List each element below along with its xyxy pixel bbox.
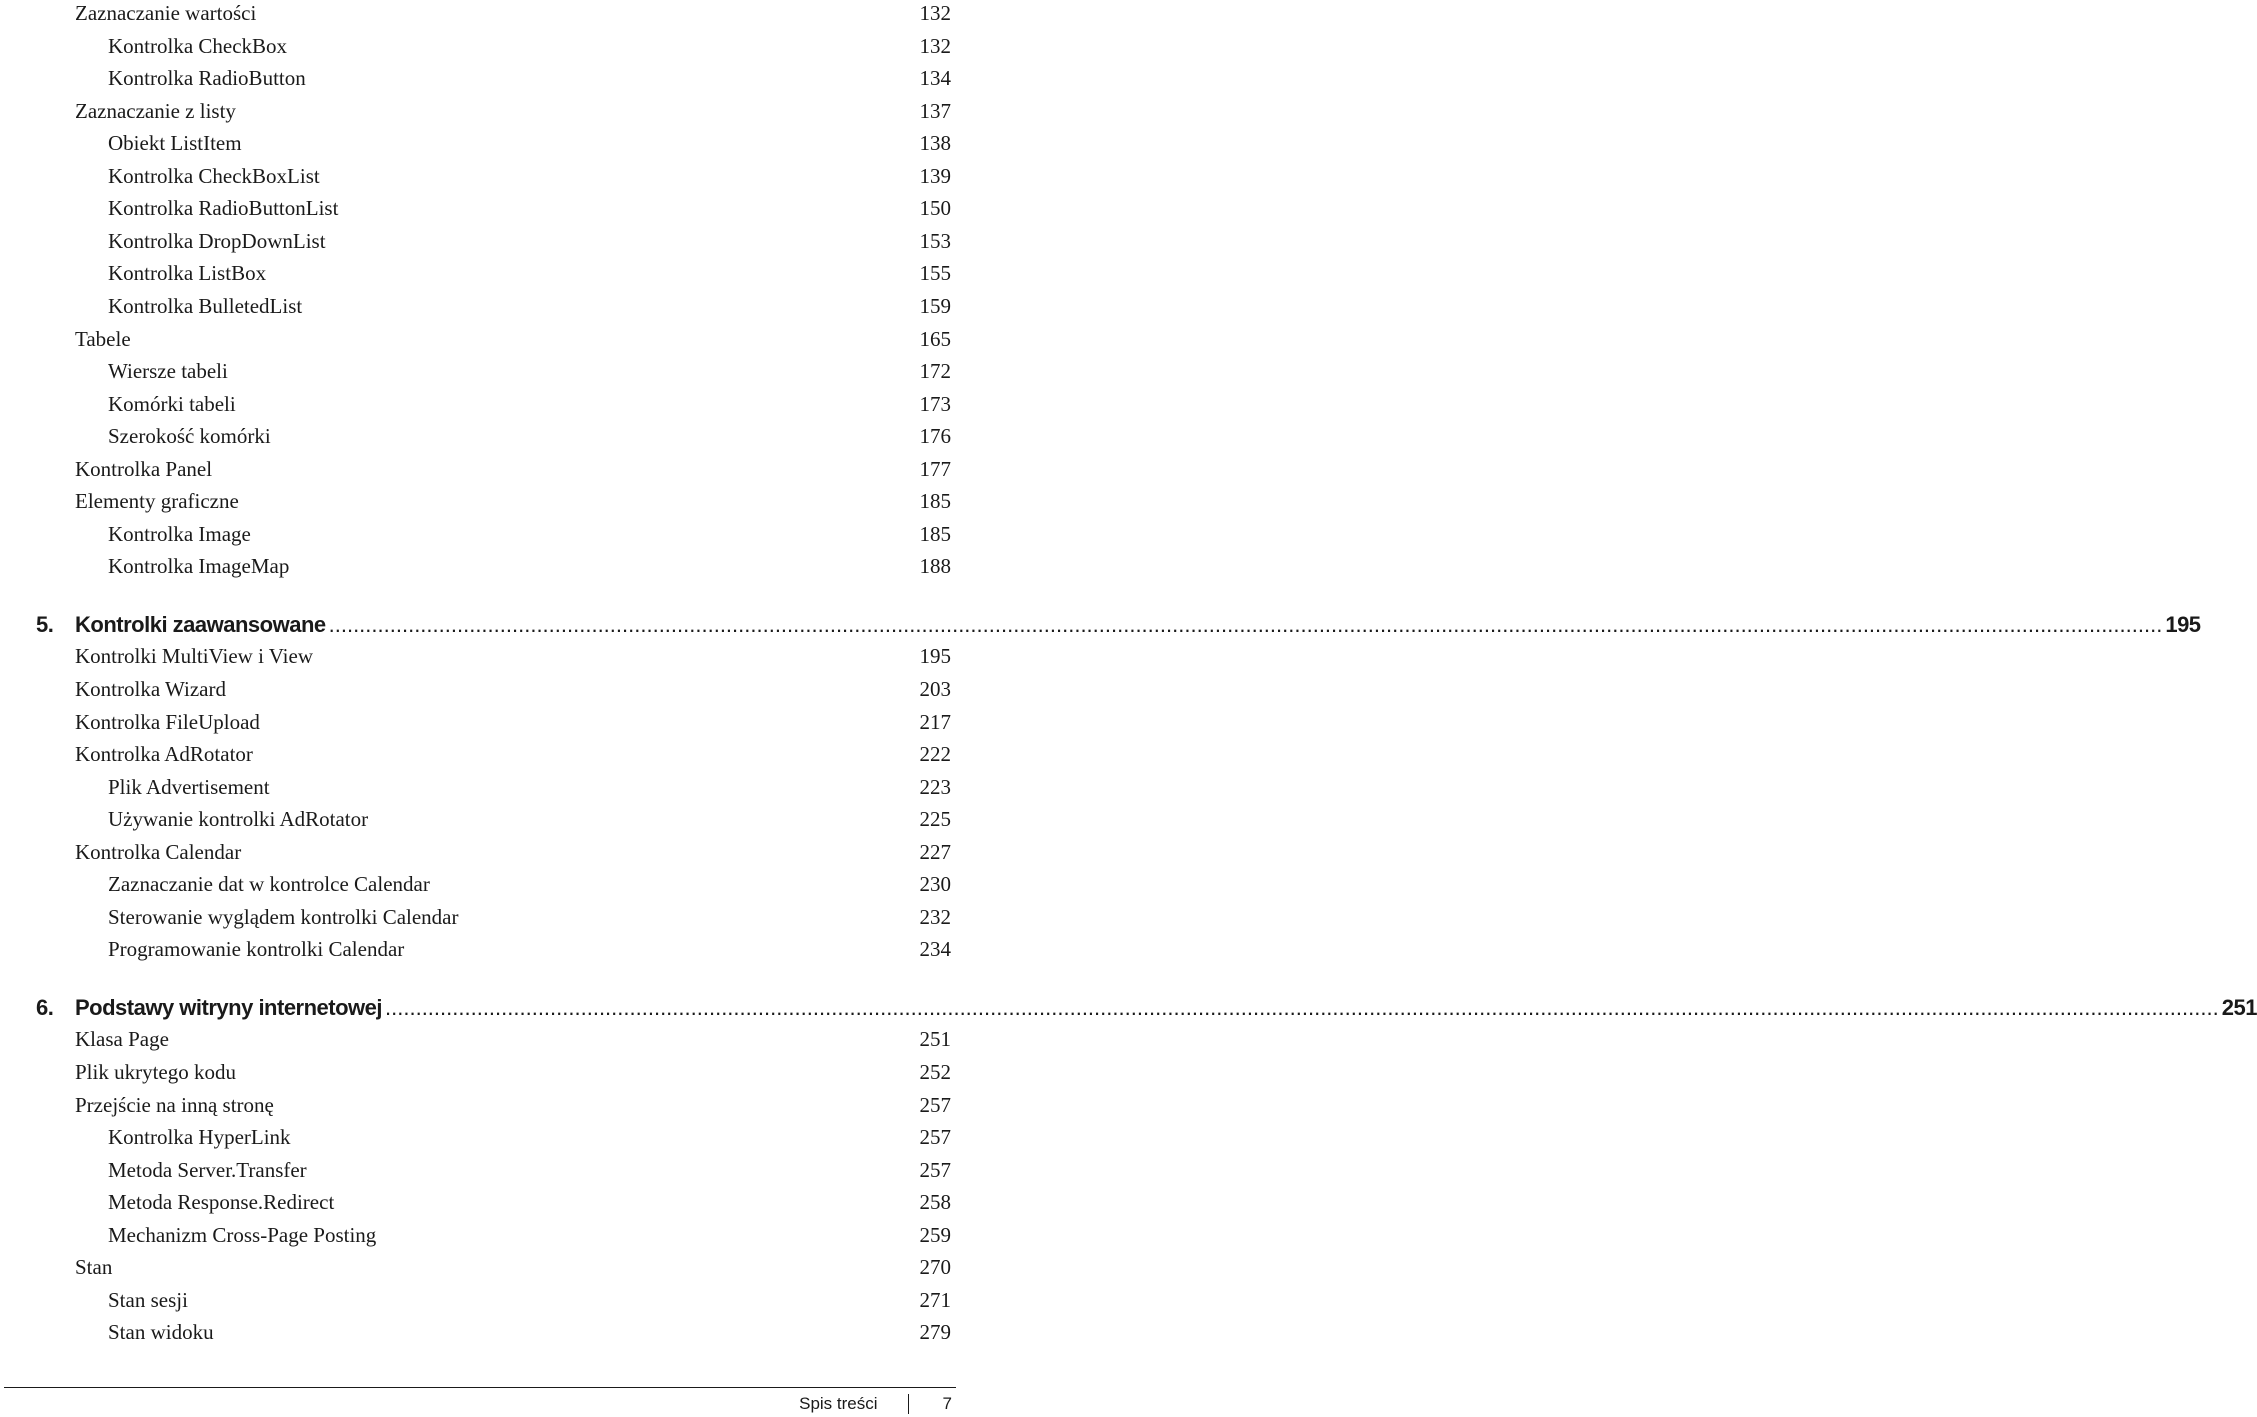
toc-entry [0, 1320, 960, 1352]
toc-entry [0, 164, 960, 196]
entry-page-number: 177 [919, 457, 951, 481]
entry-page-number: 230 [919, 872, 951, 896]
entry-page-number: 251 [919, 1027, 951, 1051]
entry-page-number: 185 [919, 489, 951, 513]
toc-entry [0, 554, 960, 586]
toc-entry [0, 1223, 960, 1255]
toc-entry [0, 1060, 960, 1092]
entry-title: Kontrolka BulletedList [108, 294, 303, 318]
entry-page-number: 257 [919, 1125, 951, 1149]
toc-entry [0, 99, 960, 131]
entry-page-number: 271 [919, 1288, 951, 1312]
toc-entry [0, 1125, 960, 1157]
entry-page-number: 137 [919, 99, 951, 123]
footer-separator [908, 1394, 909, 1414]
entry-title: Sterowanie wyglądem kontrolki Calendar [108, 905, 459, 929]
toc-entry [0, 1255, 960, 1287]
entry-title: Kontrolka Wizard [75, 677, 226, 701]
entry-page-number: 203 [919, 677, 951, 701]
entry-page-number: 155 [919, 261, 951, 285]
entry-page-number: 217 [919, 710, 951, 734]
footer-rule [4, 1387, 956, 1388]
entry-title: Kontrolka CheckBoxList [108, 164, 320, 188]
toc-entry [0, 424, 960, 456]
entry-page-number: 173 [919, 392, 951, 416]
entry-page-number: 222 [919, 742, 951, 766]
entry-page-number: 258 [919, 1190, 951, 1214]
entry-page-number: 139 [919, 164, 951, 188]
toc-entry [0, 34, 960, 66]
entry-page-number: 252 [919, 1060, 951, 1084]
entry-page-number: 188 [919, 554, 951, 578]
toc-entry [0, 229, 960, 261]
entry-title: Kontrolka Image [108, 522, 251, 546]
chapter-page-number: 195 [2165, 612, 2201, 637]
toc-entry [0, 1, 960, 33]
toc-chapter-entry [0, 612, 2201, 644]
entry-page-number: 257 [919, 1093, 951, 1117]
toc-entry [0, 196, 960, 228]
entry-page-number: 225 [919, 807, 951, 831]
toc-entry [0, 677, 960, 709]
toc-entry [0, 644, 960, 676]
chapter-title: Kontrolki zaawansowane [75, 612, 326, 637]
entry-page-number: 176 [919, 424, 951, 448]
entry-title: Zaznaczanie wartości [75, 1, 257, 25]
toc-entry [0, 840, 960, 872]
entry-title: Szerokość komórki [108, 424, 271, 448]
toc-entry [0, 1027, 960, 1059]
toc-entry [0, 131, 960, 163]
toc-entry [0, 807, 960, 839]
entry-title: Kontrolka RadioButton [108, 66, 306, 90]
entry-title: Mechanizm Cross-Page Posting [108, 1223, 377, 1247]
entry-page-number: 134 [919, 66, 951, 90]
entry-page-number: 227 [919, 840, 951, 864]
toc-chapter-entry [0, 995, 2257, 1027]
toc-entry [0, 66, 960, 98]
entry-title: Kontrolki MultiView i View [75, 644, 313, 668]
toc-entry [0, 359, 960, 391]
toc-entry [0, 710, 960, 742]
entry-title: Kontrolka HyperLink [108, 1125, 291, 1149]
entry-title: Metoda Server.Transfer [108, 1158, 307, 1182]
entry-page-number: 232 [919, 905, 951, 929]
entry-title: Metoda Response.Redirect [108, 1190, 335, 1214]
footer-page-number: 7 [942, 1394, 952, 1413]
entry-title: Komórki tabeli [108, 392, 236, 416]
toc-entry [0, 775, 960, 807]
entry-title: Klasa Page [75, 1027, 169, 1051]
toc-entry [0, 1288, 960, 1320]
page-footer [799, 1393, 952, 1415]
dot-leader: ............................................................................................................................................................................................................................................................................................................ [385, 995, 2219, 1020]
footer-section-title: Spis treści [799, 1394, 878, 1413]
entry-title: Kontrolka AdRotator [75, 742, 253, 766]
entry-page-number: 257 [919, 1158, 951, 1182]
entry-page-number: 259 [919, 1223, 951, 1247]
entry-title: Używanie kontrolki AdRotator [108, 807, 369, 831]
entry-title: Stan sesji [108, 1288, 188, 1312]
toc-entry [0, 742, 960, 774]
entry-title: Programowanie kontrolki Calendar [108, 937, 405, 961]
entry-title: Wiersze tabeli [108, 359, 228, 383]
dot-leader: ............................................................................................................................................................................................................................................................................................................ [328, 612, 2163, 637]
entry-page-number: 153 [919, 229, 951, 253]
entry-page-number: 270 [919, 1255, 951, 1279]
entry-title: Przejście na inną stronę [75, 1093, 274, 1117]
entry-title: Kontrolka FileUpload [75, 710, 260, 734]
chapter-page-number: 251 [2221, 995, 2257, 1020]
entry-page-number: 223 [919, 775, 951, 799]
chapter-number: 6. [36, 995, 54, 1020]
entry-page-number: 279 [919, 1320, 951, 1344]
entry-page-number: 185 [919, 522, 951, 546]
entry-title: Zaznaczanie z listy [75, 99, 236, 123]
entry-page-number: 234 [919, 937, 951, 961]
entry-title: Stan [75, 1255, 113, 1279]
entry-page-number: 159 [919, 294, 951, 318]
entry-title: Kontrolka Panel [75, 457, 213, 481]
entry-title: Obiekt ListItem [108, 131, 242, 155]
entry-page-number: 195 [919, 644, 951, 668]
entry-page-number: 150 [919, 196, 951, 220]
toc-entry [0, 1158, 960, 1190]
entry-title: Kontrolka ListBox [108, 261, 267, 285]
toc-entry [0, 457, 960, 489]
entry-title: Kontrolka ImageMap [108, 554, 290, 578]
entry-page-number: 132 [919, 34, 951, 58]
toc-entry [0, 261, 960, 293]
toc-entry [0, 522, 960, 554]
toc-entry [0, 872, 960, 904]
entry-title: Tabele [75, 327, 131, 351]
entry-title: Plik Advertisement [108, 775, 270, 799]
toc-entry [0, 905, 960, 937]
toc-entry [0, 1190, 960, 1222]
entry-page-number: 165 [919, 327, 951, 351]
entry-title: Plik ukrytego kodu [75, 1060, 236, 1084]
toc-entry [0, 392, 960, 424]
entry-page-number: 138 [919, 131, 951, 155]
chapter-title: Podstawy witryny internetowej [75, 995, 383, 1020]
chapter-number: 5. [36, 612, 54, 637]
toc-entry [0, 937, 960, 969]
entry-title: Elementy graficzne [75, 489, 239, 513]
entry-title: Kontrolka DropDownList [108, 229, 326, 253]
toc-entry [0, 1093, 960, 1125]
entry-title: Kontrolka Calendar [75, 840, 242, 864]
toc-entry [0, 489, 960, 521]
toc-entry [0, 294, 960, 326]
entry-title: Kontrolka RadioButtonList [108, 196, 339, 220]
entry-page-number: 132 [919, 1, 951, 25]
entry-title: Zaznaczanie dat w kontrolce Calendar [108, 872, 430, 896]
entry-title: Kontrolka CheckBox [108, 34, 288, 58]
toc-entry [0, 327, 960, 359]
entry-page-number: 172 [919, 359, 951, 383]
entry-title: Stan widoku [108, 1320, 214, 1344]
